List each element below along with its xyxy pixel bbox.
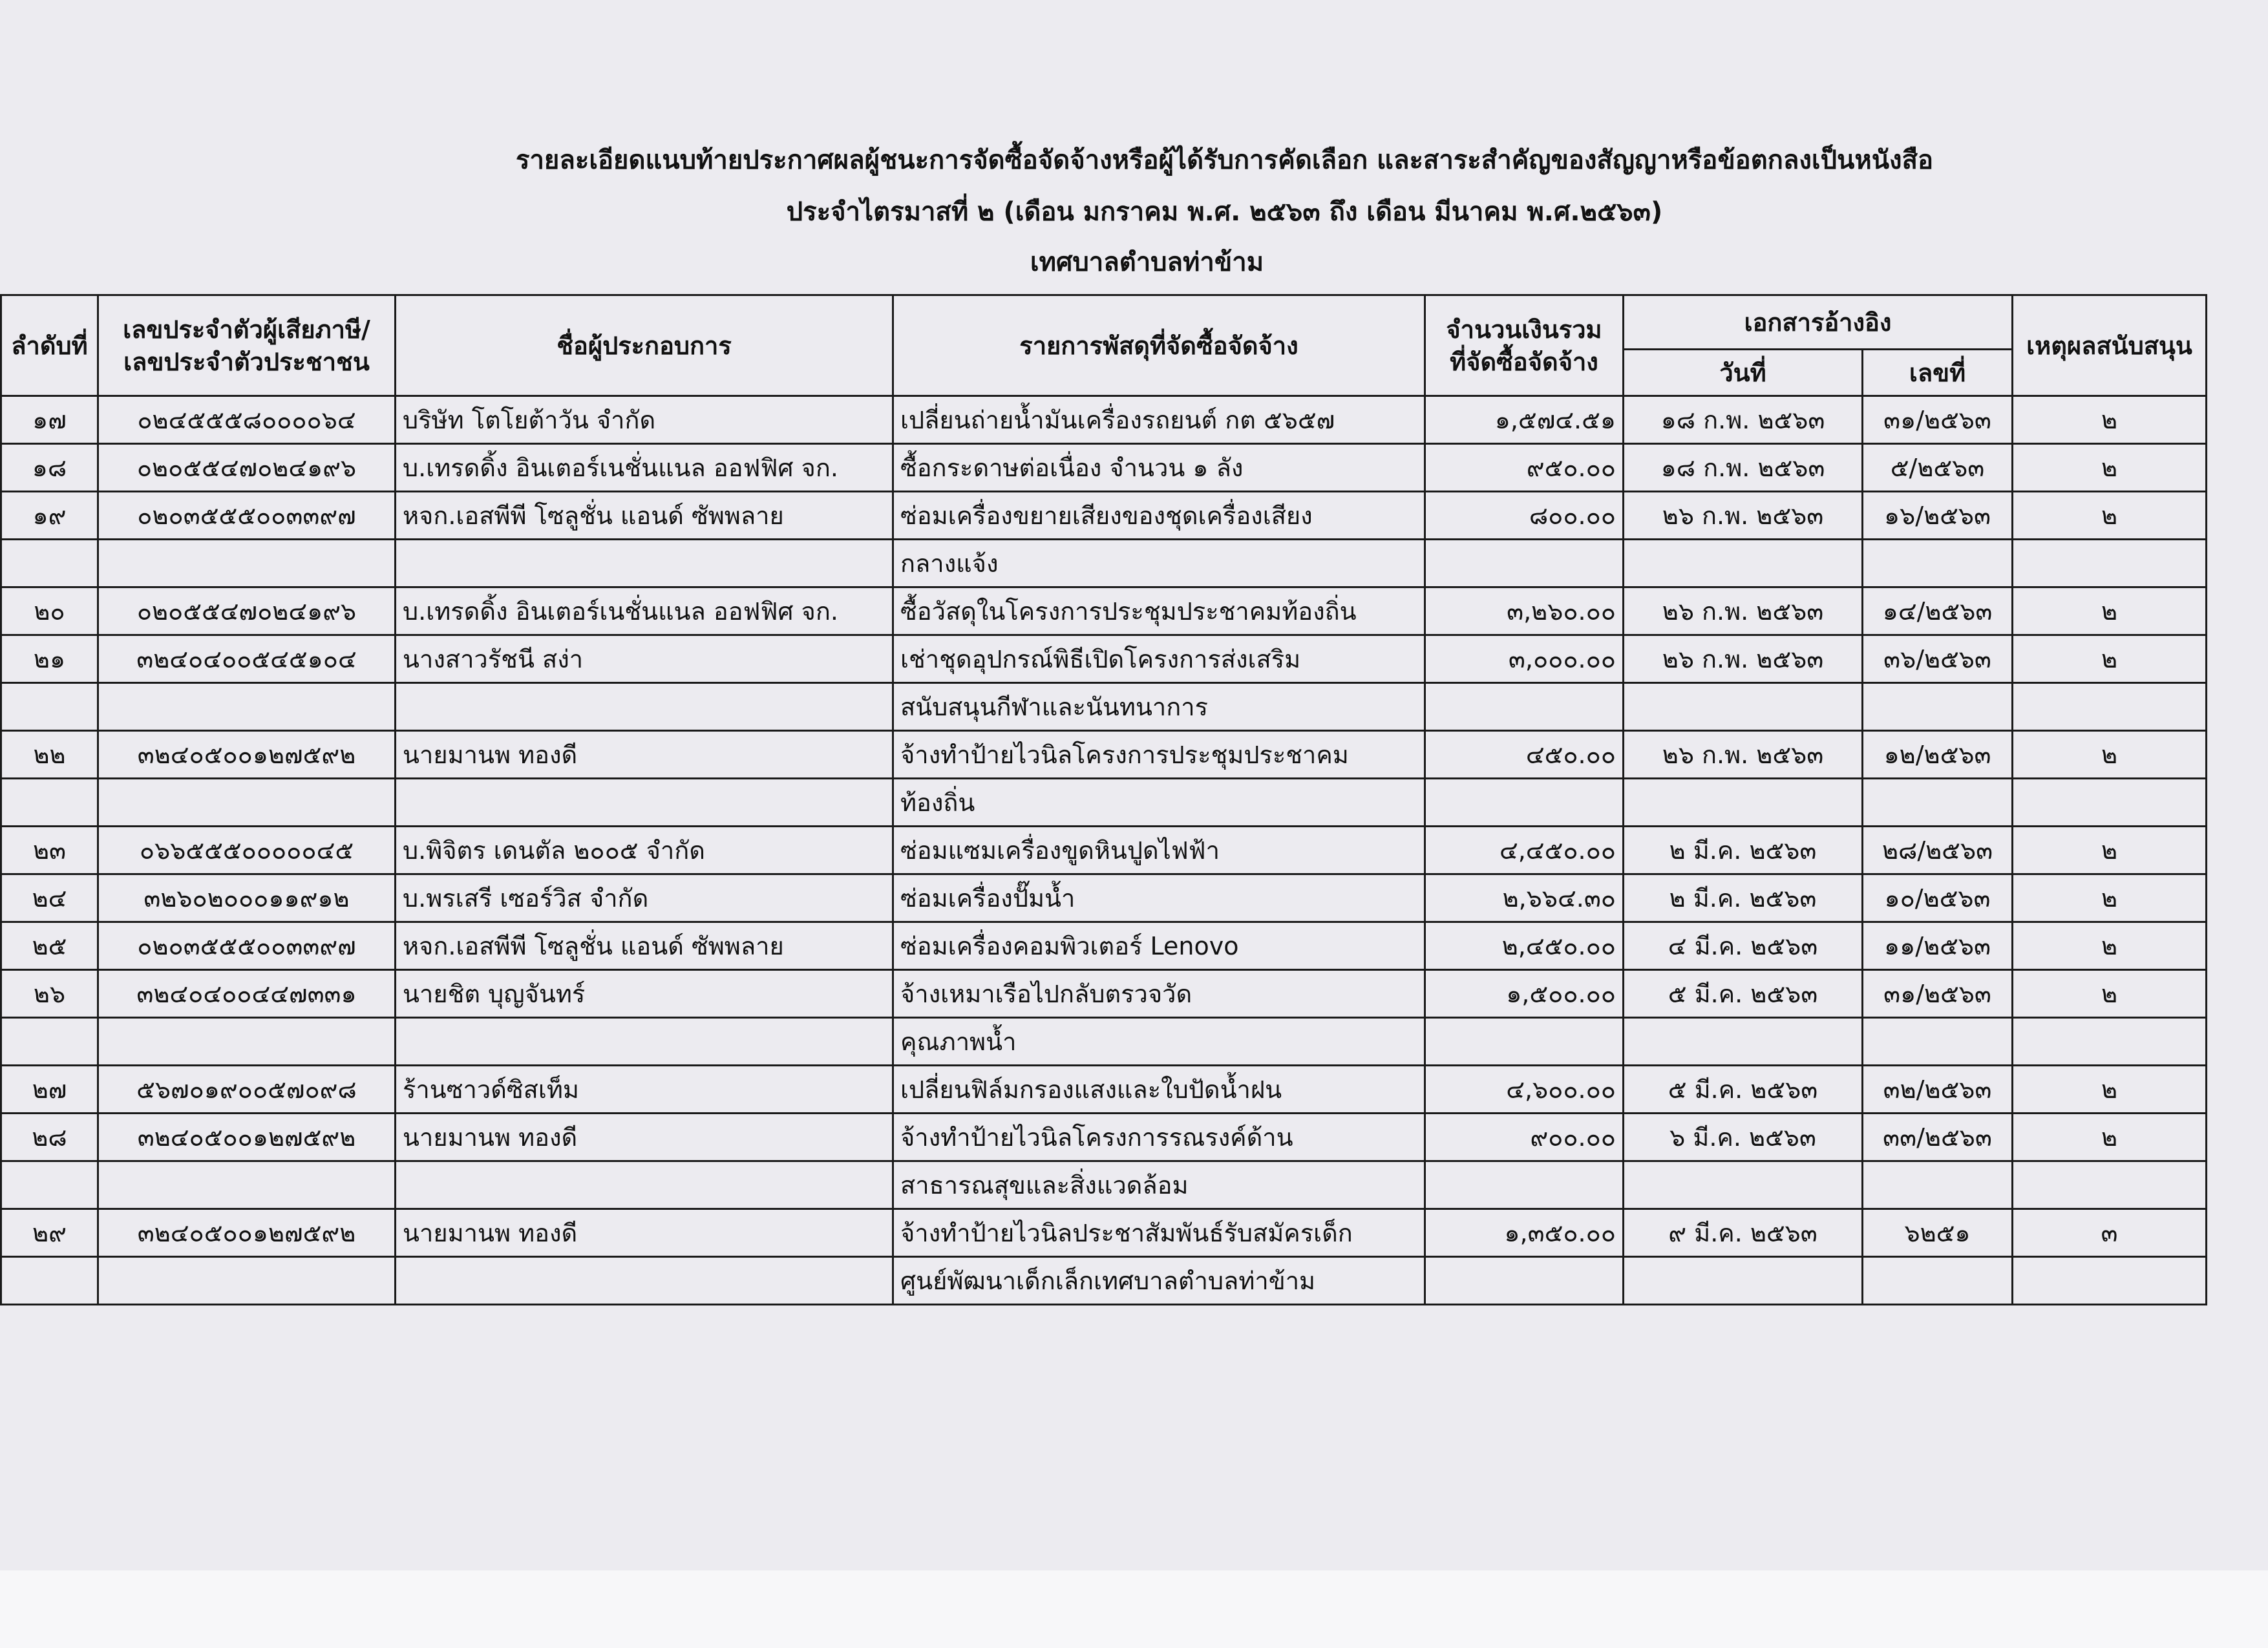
cell-taxid: ๕๖๗๐๑๙๐๐๕๗๐๙๘ [98, 1066, 396, 1114]
cell-reason: ๒ [2013, 731, 2207, 779]
cell-ref-date: ๒ มี.ค. ๒๕๖๓ [1624, 827, 1863, 874]
col-header-taxid-line1: เลขประจำตัวผู้เสียภาษี/ [123, 315, 370, 344]
col-header-no: ลำดับที่ [1, 295, 98, 396]
cell-item: จ้างทำป้ายไวนิลโครงการรณรงค์ด้าน [893, 1114, 1425, 1161]
cell-amount: ๙๕๐.๐๐ [1425, 444, 1624, 492]
cell-no [1, 683, 98, 731]
cell-taxid [98, 683, 396, 731]
cell-vendor: นางสาวรัชนี สง่า [396, 635, 893, 683]
cell-item: ซ่อมเครื่องคอมพิวเตอร์ Lenovo [893, 922, 1425, 970]
cell-item: สนับสนุนกีฬาและนันทนาการ [893, 683, 1425, 731]
cell-vendor: ร้านซาวด์ซิสเท็ม [396, 1066, 893, 1114]
cell-no: ๒๓ [1, 827, 98, 874]
cell-reason: ๒ [2013, 444, 2207, 492]
table-row [1, 922, 2207, 970]
cell-ref-no [1863, 1018, 2013, 1066]
cell-reason: ๒ [2013, 587, 2207, 635]
cell-vendor: บ.พรเสรี เซอร์วิส จำกัด [396, 874, 893, 922]
procurement-table [0, 294, 2207, 1305]
cell-ref-no: ๑๖/๒๕๖๓ [1863, 492, 2013, 540]
cell-ref-no: ๓๓/๒๕๖๓ [1863, 1114, 2013, 1161]
table-row [1, 970, 2207, 1018]
cell-vendor [396, 683, 893, 731]
cell-reason [2013, 683, 2207, 731]
heading-line-2: ประจำไตรมาสที่ ๒ (เดือน มกราคม พ.ศ. ๒๕๖๓ ถึง เดือน มีนาคม พ.ศ.๒๕๖๓) [786, 197, 1663, 227]
cell-taxid: ๓๒๔๐๕๐๐๑๒๗๕๙๒ [98, 1114, 396, 1161]
cell-amount [1425, 683, 1624, 731]
cell-item: เปลี่ยนถ่ายน้ำมันเครื่องรถยนต์ กต ๕๖๕๗ [893, 396, 1425, 444]
cell-item: ท้องถิ่น [893, 779, 1425, 827]
cell-ref-date: ๒๖ ก.พ. ๒๕๖๓ [1624, 492, 1863, 540]
cell-ref-date: ๖ มี.ค. ๒๕๖๓ [1624, 1114, 1863, 1161]
cell-reason: ๒ [2013, 922, 2207, 970]
table-row [1, 1161, 2207, 1209]
cell-ref-no: ๑๐/๒๕๖๓ [1863, 874, 2013, 922]
cell-ref-date [1624, 1018, 1863, 1066]
cell-reason [2013, 540, 2207, 587]
cell-taxid: ๐๒๐๓๕๕๕๐๐๓๓๙๗ [98, 922, 396, 970]
col-header-reason: เหตุผลสนับสนุน [2013, 295, 2207, 396]
cell-ref-date: ๒๖ ก.พ. ๒๕๖๓ [1624, 731, 1863, 779]
cell-taxid: ๐๒๐๕๕๔๗๐๒๔๑๙๖ [98, 444, 396, 492]
cell-amount: ๙๐๐.๐๐ [1425, 1114, 1624, 1161]
cell-ref-no: ๑๔/๒๕๖๓ [1863, 587, 2013, 635]
cell-item: จ้างทำป้ายไวนิลประชาสัมพันธ์รับสมัครเด็ก [893, 1209, 1425, 1257]
col-header-taxid [98, 295, 396, 396]
cell-ref-no: ๖๒๕๑ [1863, 1209, 2013, 1257]
cell-item: ซ่อมแซมเครื่องขูดหินปูดไฟฟ้า [893, 827, 1425, 874]
cell-taxid [98, 1018, 396, 1066]
col-header-item: รายการพัสดุที่จัดซื้อจัดจ้าง [893, 295, 1425, 396]
cell-taxid [98, 779, 396, 827]
cell-reason: ๒ [2013, 492, 2207, 540]
col-header-amount [1425, 295, 1624, 396]
heading-line-3: เทศบาลตำบลท่าข้าม [1030, 248, 1264, 277]
cell-no: ๒๙ [1, 1209, 98, 1257]
table-row [1, 587, 2207, 635]
cell-ref-date [1624, 1257, 1863, 1305]
cell-item: จ้างทำป้ายไวนิลโครงการประชุมประชาคม [893, 731, 1425, 779]
col-header-amount-line1: จำนวนเงินรวม [1446, 315, 1602, 344]
scan-margin [0, 1570, 2268, 1648]
cell-amount: ๑,๕๗๔.๕๑ [1425, 396, 1624, 444]
cell-ref-no: ๓๑/๒๕๖๓ [1863, 970, 2013, 1018]
cell-no: ๒๖ [1, 970, 98, 1018]
cell-ref-date [1624, 540, 1863, 587]
cell-no: ๒๐ [1, 587, 98, 635]
cell-reason: ๒ [2013, 970, 2207, 1018]
cell-vendor: นายมานพ ทองดี [396, 1209, 893, 1257]
cell-ref-date: ๒ มี.ค. ๒๕๖๓ [1624, 874, 1863, 922]
cell-taxid: ๓๒๖๐๒๐๐๐๑๑๙๑๒ [98, 874, 396, 922]
cell-taxid: ๐๒๔๕๕๕๘๐๐๐๐๖๔ [98, 396, 396, 444]
cell-no: ๑๘ [1, 444, 98, 492]
cell-ref-no [1863, 1257, 2013, 1305]
col-header-ref-date: วันที่ [1624, 350, 1863, 396]
cell-amount: ๓,๐๐๐.๐๐ [1425, 635, 1624, 683]
cell-amount [1425, 779, 1624, 827]
cell-reason: ๒ [2013, 396, 2207, 444]
cell-no: ๑๙ [1, 492, 98, 540]
cell-taxid: ๐๒๐๓๕๕๕๐๐๓๓๙๗ [98, 492, 396, 540]
cell-ref-no: ๕/๒๕๖๓ [1863, 444, 2013, 492]
table-row [1, 1209, 2207, 1257]
table-row [1, 1257, 2207, 1305]
cell-amount [1425, 1018, 1624, 1066]
cell-taxid: ๓๒๔๐๔๐๐๕๔๕๑๐๔ [98, 635, 396, 683]
cell-reason: ๒ [2013, 874, 2207, 922]
col-header-taxid-line2: เลขประจำตัวประชาชน [123, 347, 370, 376]
cell-no [1, 540, 98, 587]
cell-vendor: หจก.เอสพีพี โซลูชั่น แอนด์ ซัพพลาย [396, 922, 893, 970]
cell-amount: ๒,๖๖๔.๓๐ [1425, 874, 1624, 922]
cell-vendor: บริษัท โตโยต้าวัน จำกัด [396, 396, 893, 444]
cell-reason: ๒ [2013, 635, 2207, 683]
cell-item: ศูนย์พัฒนาเด็กเล็กเทศบาลตำบลท่าข้าม [893, 1257, 1425, 1305]
table-row [1, 731, 2207, 779]
cell-ref-date: ๒๖ ก.พ. ๒๕๖๓ [1624, 635, 1863, 683]
cell-ref-date [1624, 683, 1863, 731]
cell-item: ซ่อมเครื่องปั๊มน้ำ [893, 874, 1425, 922]
cell-item: เช่าชุดอุปกรณ์พิธีเปิดโครงการส่งเสริม [893, 635, 1425, 683]
cell-item: กลางแจ้ง [893, 540, 1425, 587]
cell-vendor: นายชิต บุญจันทร์ [396, 970, 893, 1018]
table-row [1, 1114, 2207, 1161]
cell-vendor: นายมานพ ทองดี [396, 1114, 893, 1161]
cell-amount [1425, 1257, 1624, 1305]
cell-ref-no: ๒๘/๒๕๖๓ [1863, 827, 2013, 874]
table-row [1, 827, 2207, 874]
cell-taxid [98, 540, 396, 587]
cell-ref-no: ๑๑/๒๕๖๓ [1863, 922, 2013, 970]
cell-taxid: ๓๒๔๐๕๐๐๑๒๗๕๙๒ [98, 731, 396, 779]
cell-no [1, 1018, 98, 1066]
cell-ref-no [1863, 683, 2013, 731]
cell-reason: ๒ [2013, 827, 2207, 874]
col-header-ref-no: เลขที่ [1863, 350, 2013, 396]
col-header-amount-line2: ที่จัดซื้อจัดจ้าง [1450, 347, 1598, 376]
table-row [1, 396, 2207, 444]
cell-taxid: ๐๖๖๕๕๕๐๐๐๐๐๔๕ [98, 827, 396, 874]
cell-taxid [98, 1257, 396, 1305]
cell-reason [2013, 1018, 2207, 1066]
cell-ref-no: ๓๒/๒๕๖๓ [1863, 1066, 2013, 1114]
cell-ref-date [1624, 779, 1863, 827]
cell-no: ๒๗ [1, 1066, 98, 1114]
cell-item: เปลี่ยนฟิล์มกรองแสงและใบปัดน้ำฝน [893, 1066, 1425, 1114]
cell-item: สาธารณสุขและสิ่งแวดล้อม [893, 1161, 1425, 1209]
table-row [1, 1066, 2207, 1114]
table-row [1, 492, 2207, 540]
cell-ref-date: ๑๘ ก.พ. ๒๕๖๓ [1624, 396, 1863, 444]
cell-vendor [396, 1018, 893, 1066]
cell-item: คุณภาพน้ำ [893, 1018, 1425, 1066]
cell-no [1, 779, 98, 827]
cell-ref-no [1863, 540, 2013, 587]
cell-reason: ๓ [2013, 1209, 2207, 1257]
cell-no: ๒๔ [1, 874, 98, 922]
cell-amount: ๔,๔๕๐.๐๐ [1425, 827, 1624, 874]
heading-line-1: รายละเอียดแนบท้ายประกาศผลผู้ชนะการจัดซื้อจัดจ้างหรือผู้ได้รับการคัดเลือก และสาระสำคัญของสัญญาหรือข้อตกลงเป็นหนังสือ [515, 145, 1934, 175]
cell-no [1, 1161, 98, 1209]
cell-ref-no: ๑๒/๒๕๖๓ [1863, 731, 2013, 779]
cell-ref-date: ๕ มี.ค. ๒๕๖๓ [1624, 970, 1863, 1018]
table-row [1, 874, 2207, 922]
cell-item: จ้างเหมาเรือไปกลับตรวจวัด [893, 970, 1425, 1018]
cell-amount: ๔๕๐.๐๐ [1425, 731, 1624, 779]
cell-vendor: บ.เทรดดิ้ง อินเตอร์เนชั่นแนล ออฟฟิศ จก. [396, 587, 893, 635]
cell-taxid: ๓๒๔๐๕๐๐๑๒๗๕๙๒ [98, 1209, 396, 1257]
cell-amount: ๓,๒๖๐.๐๐ [1425, 587, 1624, 635]
table-row [1, 635, 2207, 683]
cell-reason: ๒ [2013, 1114, 2207, 1161]
cell-vendor: บ.พิจิตร เดนตัล ๒๐๐๕ จำกัด [396, 827, 893, 874]
cell-vendor [396, 540, 893, 587]
cell-ref-no: ๓๑/๒๕๖๓ [1863, 396, 2013, 444]
cell-no [1, 1257, 98, 1305]
cell-ref-no [1863, 779, 2013, 827]
cell-reason [2013, 779, 2207, 827]
cell-no: ๒๘ [1, 1114, 98, 1161]
table-body [1, 396, 2207, 1305]
cell-vendor [396, 779, 893, 827]
cell-no: ๒๕ [1, 922, 98, 970]
table-row [1, 779, 2207, 827]
cell-amount: ๑,๕๐๐.๐๐ [1425, 970, 1624, 1018]
cell-ref-no [1863, 1161, 2013, 1209]
cell-item: ซ่อมเครื่องขยายเสียงของชุดเครื่องเสียง [893, 492, 1425, 540]
cell-vendor [396, 1257, 893, 1305]
cell-reason [2013, 1161, 2207, 1209]
cell-vendor: บ.เทรดดิ้ง อินเตอร์เนชั่นแนล ออฟฟิศ จก. [396, 444, 893, 492]
cell-item: ซื้อวัสดุในโครงการประชุมประชาคมท้องถิ่น [893, 587, 1425, 635]
cell-vendor: นายมานพ ทองดี [396, 731, 893, 779]
cell-amount [1425, 540, 1624, 587]
table-row [1, 683, 2207, 731]
cell-ref-date: ๑๘ ก.พ. ๒๕๖๓ [1624, 444, 1863, 492]
cell-taxid: ๐๒๐๕๕๔๗๐๒๔๑๙๖ [98, 587, 396, 635]
table-row [1, 540, 2207, 587]
cell-reason [2013, 1257, 2207, 1305]
cell-amount: ๔,๖๐๐.๐๐ [1425, 1066, 1624, 1114]
cell-no: ๒๒ [1, 731, 98, 779]
cell-taxid [98, 1161, 396, 1209]
cell-ref-date [1624, 1161, 1863, 1209]
cell-ref-date: ๙ มี.ค. ๒๕๖๓ [1624, 1209, 1863, 1257]
col-header-ref: เอกสารอ้างอิง [1624, 295, 2013, 350]
cell-amount [1425, 1161, 1624, 1209]
cell-amount: ๘๐๐.๐๐ [1425, 492, 1624, 540]
table-row [1, 1018, 2207, 1066]
cell-taxid: ๓๒๔๐๔๐๐๔๔๗๓๓๑ [98, 970, 396, 1018]
col-header-vendor: ชื่อผู้ประกอบการ [396, 295, 893, 396]
cell-ref-no: ๓๖/๒๕๖๓ [1863, 635, 2013, 683]
cell-amount: ๑,๓๕๐.๐๐ [1425, 1209, 1624, 1257]
cell-vendor [396, 1161, 893, 1209]
cell-no: ๑๗ [1, 396, 98, 444]
cell-reason: ๒ [2013, 1066, 2207, 1114]
cell-amount: ๒,๔๕๐.๐๐ [1425, 922, 1624, 970]
table-row [1, 444, 2207, 492]
cell-vendor: หจก.เอสพีพี โซลูชั่น แอนด์ ซัพพลาย [396, 492, 893, 540]
cell-no: ๒๑ [1, 635, 98, 683]
cell-ref-date: ๔ มี.ค. ๒๕๖๓ [1624, 922, 1863, 970]
cell-ref-date: ๒๖ ก.พ. ๒๕๖๓ [1624, 587, 1863, 635]
cell-ref-date: ๕ มี.ค. ๒๕๖๓ [1624, 1066, 1863, 1114]
cell-item: ซื้อกระดาษต่อเนื่อง จำนวน ๑ ลัง [893, 444, 1425, 492]
